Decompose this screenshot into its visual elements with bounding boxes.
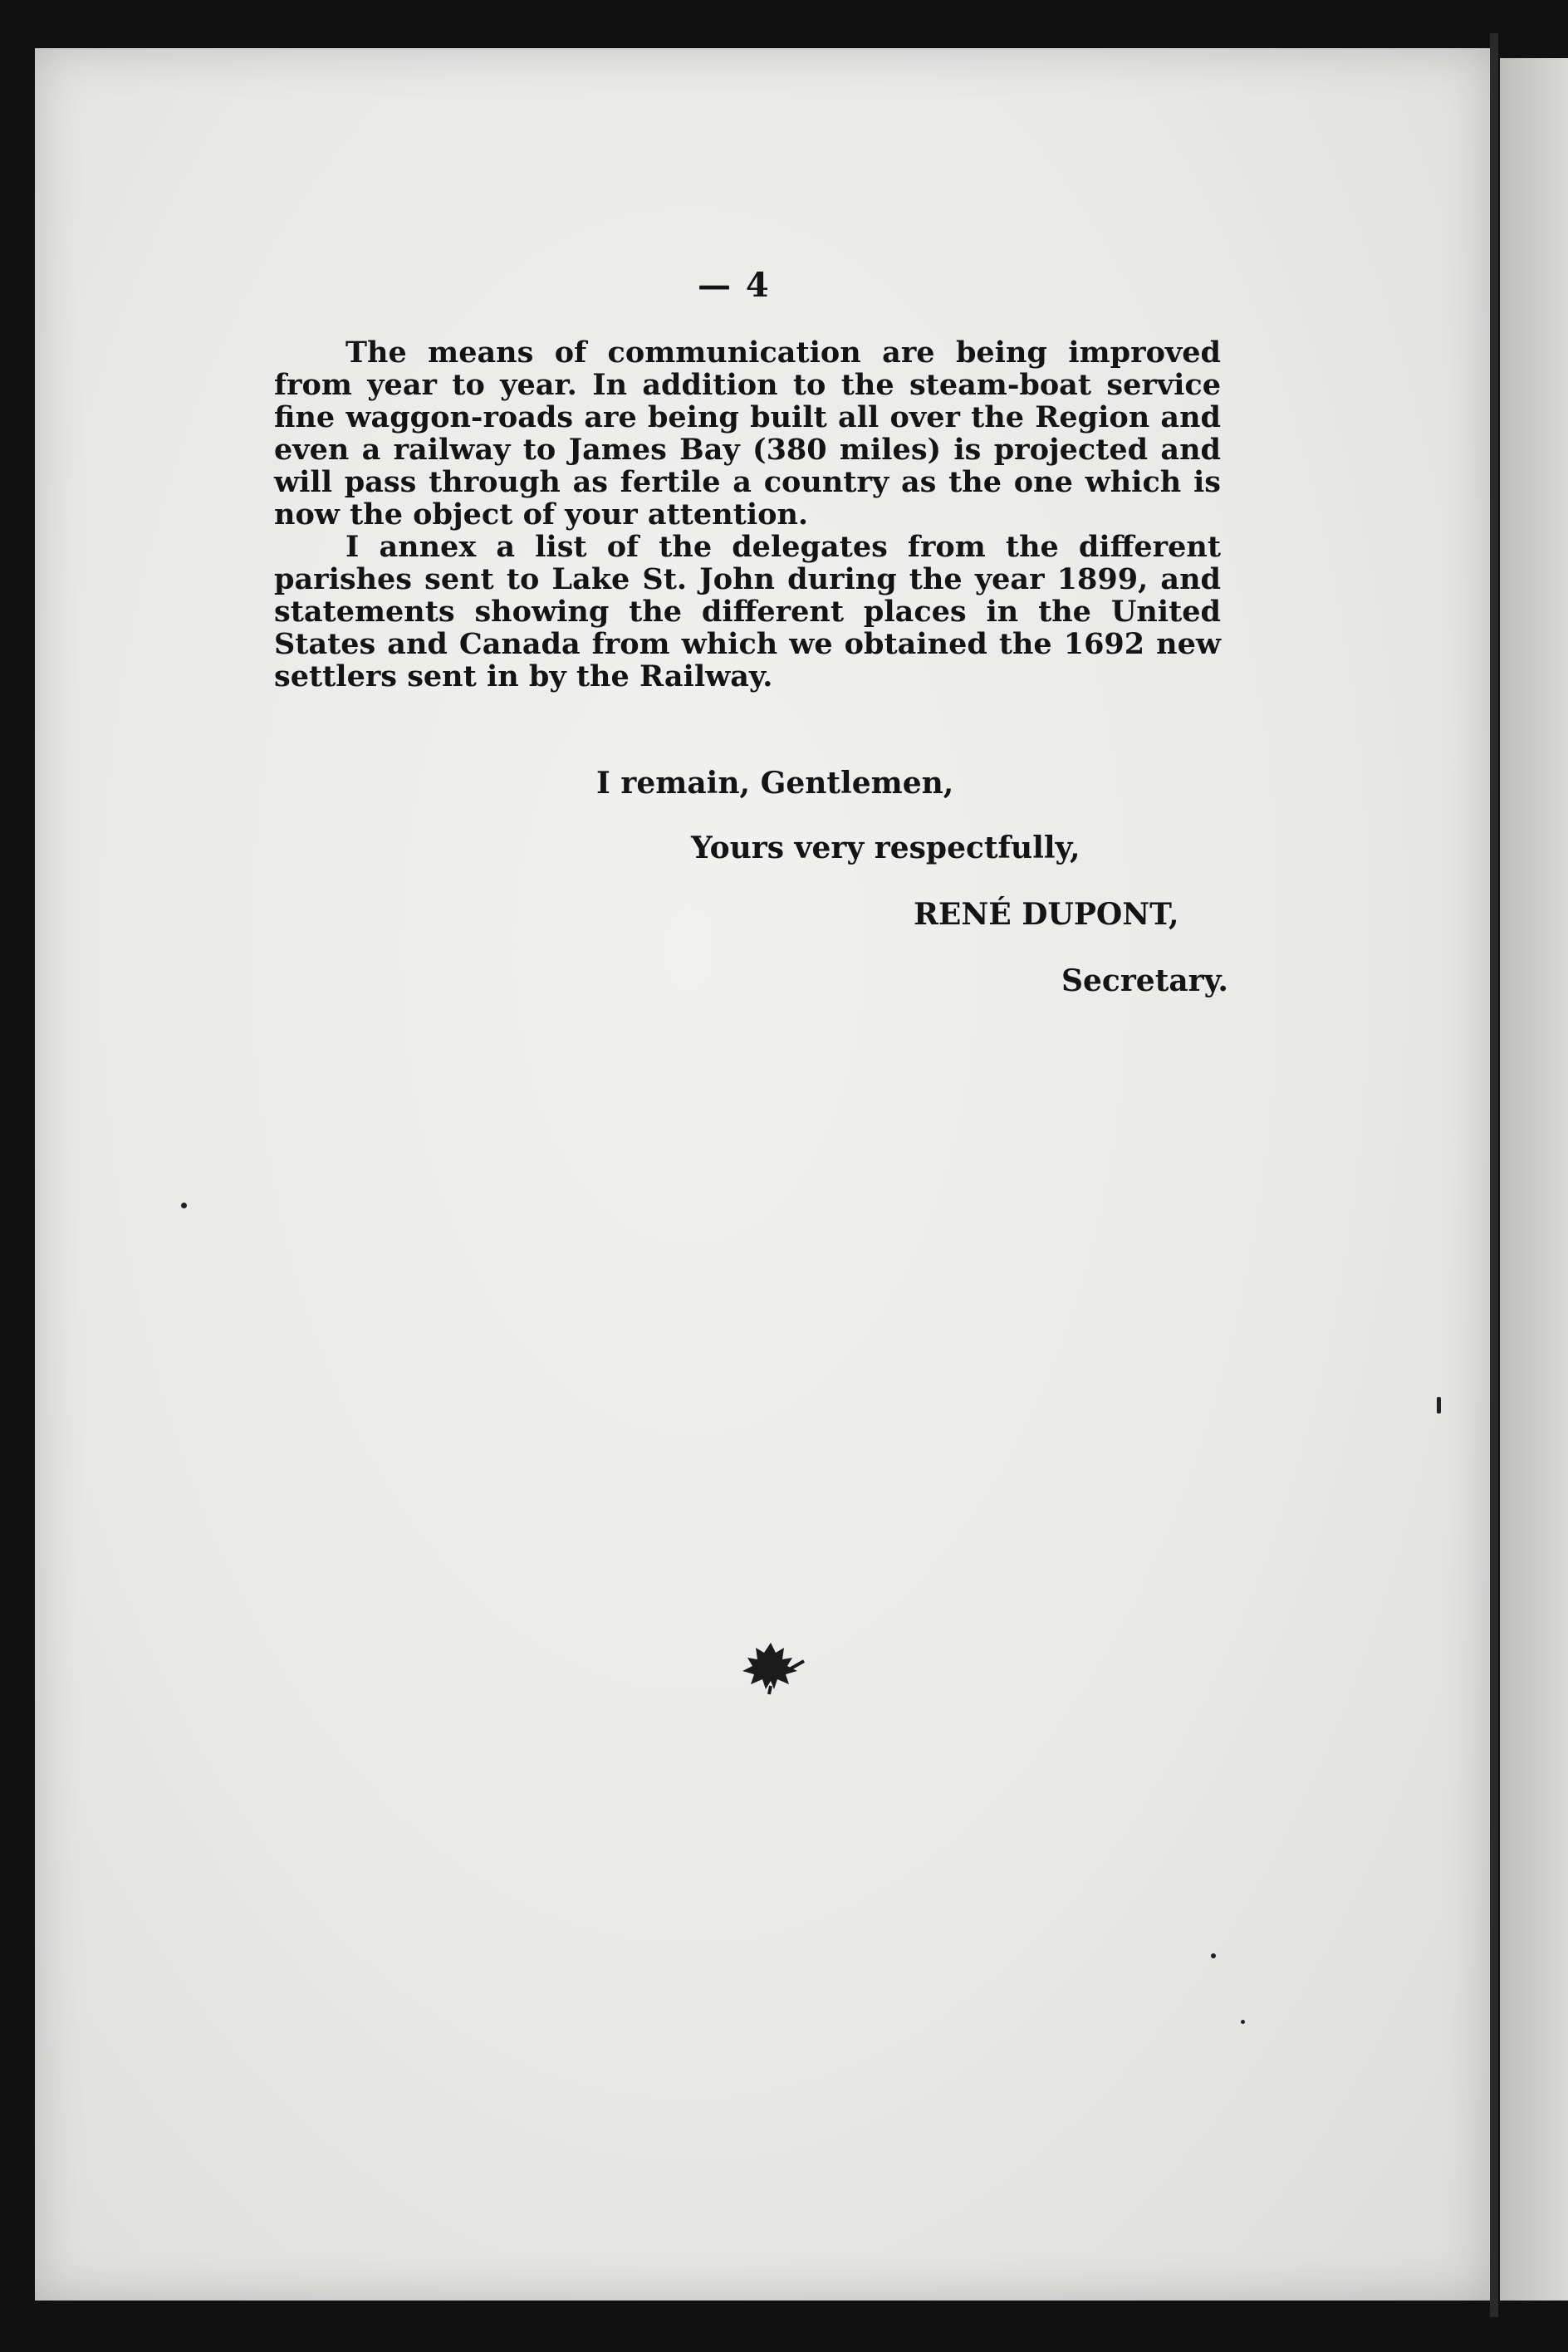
closing-yours: Yours very respectfully, <box>691 831 1080 865</box>
signature-name: RENÉ DUPONT, <box>914 897 1179 932</box>
closing-remain: I remain, Gentlemen, <box>596 766 954 801</box>
page-number: — 4 <box>698 266 771 305</box>
scan-speck <box>1437 1397 1441 1414</box>
signature-title: Secretary. <box>1061 963 1228 998</box>
page-binding-edge <box>1490 33 1498 2317</box>
scan-speck <box>1211 1953 1216 1958</box>
scan-speck <box>181 1203 187 1208</box>
body-text <box>274 336 1221 693</box>
maple-leaf-icon <box>737 1638 807 1696</box>
paragraph-communication: The means of communication are being improved from year to year. In addition to the steam-boat service fine waggon-roads are being built all over the Region and even a railway to James Bay (380 miles) is projected and will pass through as fertile a country as the one which is now the object of your attention. <box>274 336 1221 532</box>
scan-speck <box>1241 2020 1245 2024</box>
paragraph-delegates: I annex a list of the delegates from the different parishes sent to Lake St. John during the year 1899, and statements showing the different places in the United States and Canada from which we obtained the 1692 new settlers sent in by the Railway. <box>274 530 1221 693</box>
adjacent-page-edge <box>1500 58 1568 2301</box>
